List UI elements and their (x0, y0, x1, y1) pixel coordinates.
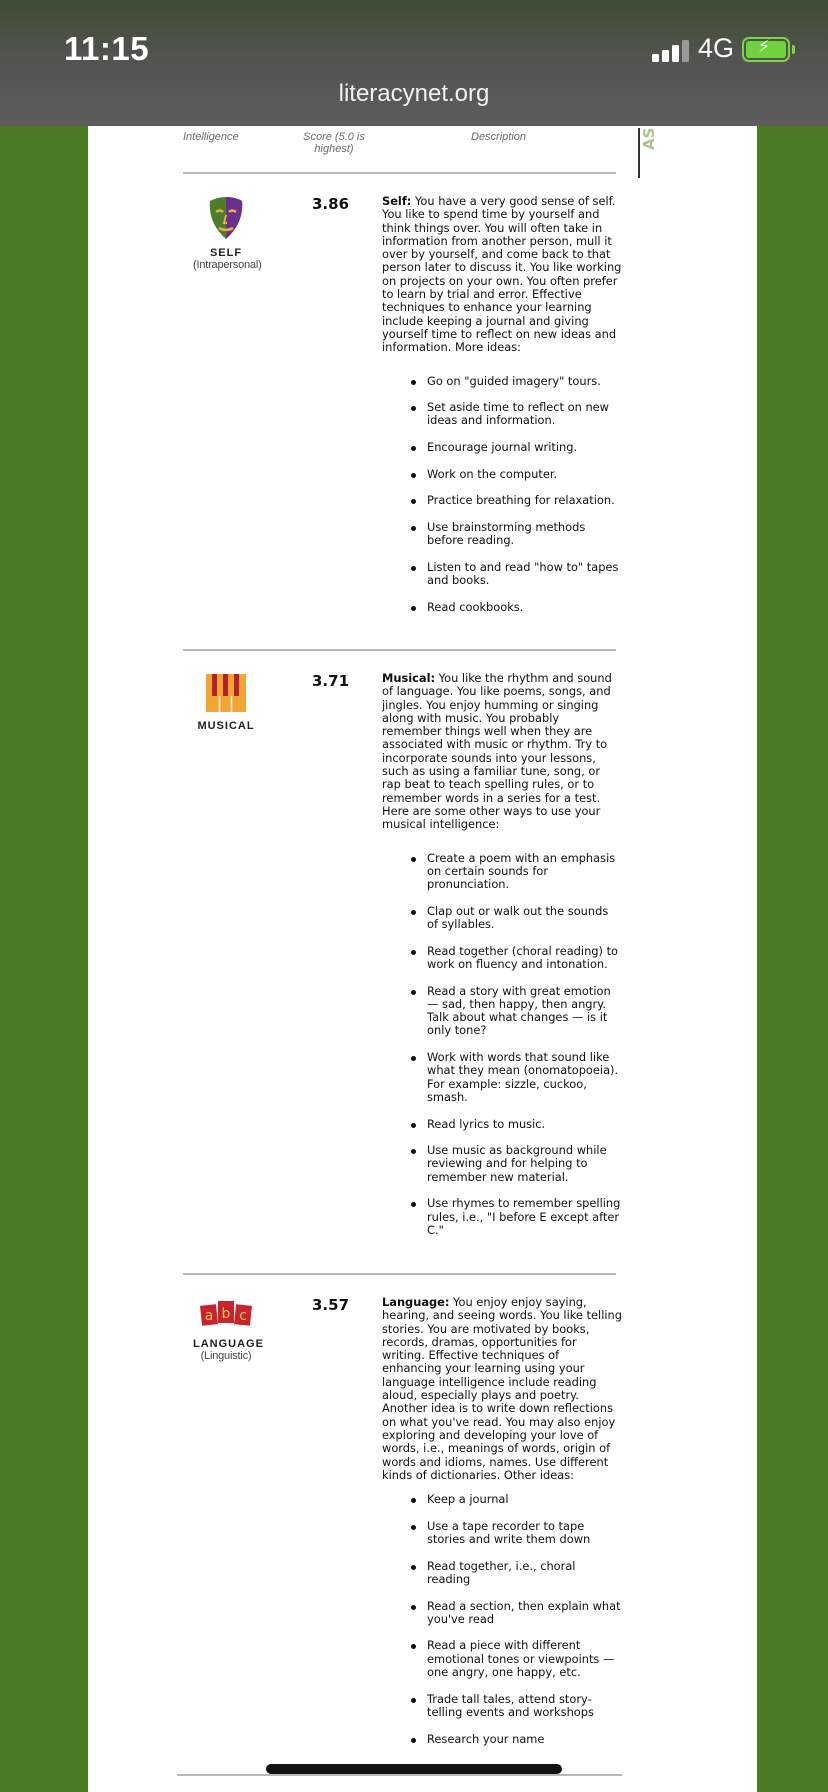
url-bar[interactable]: literacynet.org (338, 80, 490, 107)
list-item: Practice breathing for relaxation. (427, 494, 622, 507)
list-item: Read a story with great emotion — sad, then happy, then angry. Talk about what changes — is it only tone? (427, 985, 622, 1038)
description-text: You enjoy enjoy saying, hearing, and seeing words. You like telling stories. You are motivated by books, records, dramas, opportunities for writing. Effective techniques of enhancing your learning using your language intelligence include reading aloud, especially plays and poetry. Another idea is to write down reflections on what you've read. You may also enjoy exploring and developing your love of words, i.e., meanings of words, origin of words and idioms, names. Use different kinds of dictionaries. Other ideas: (382, 1295, 622, 1482)
list-item: Read lyrics to music. (427, 1118, 622, 1131)
intelligence-label: LANGUAGE (193, 1338, 264, 1350)
list-item: Use a tape recorder to tape stories and write them down (427, 1520, 622, 1547)
list-item: Trade tall tales, attend story-telling events and workshops (427, 1693, 622, 1720)
mask-icon (206, 195, 246, 241)
description-title: Language: (382, 1295, 450, 1309)
description-title: Self: (382, 194, 412, 208)
list-item: Encourage journal writing. (427, 441, 622, 454)
list-item: Go on "guided imagery" tours. (427, 375, 622, 388)
score-value: 3.86 (312, 195, 350, 213)
side-letters: AS (638, 128, 660, 178)
description (382, 195, 622, 627)
cellular-signal-icon (652, 40, 690, 62)
list-item: Use rhymes to remember spelling rules, i.e., "I before E except after C." (427, 1196, 621, 1237)
ideas-list (382, 852, 622, 1238)
ideas-list (382, 375, 622, 614)
list-item: Work with words that sound like what they mean (onomatopoeia). For example: sizzle, cuckoo, smash. (427, 1051, 622, 1104)
ideas-list (382, 1493, 622, 1746)
list-item: Keep a journal (427, 1493, 622, 1506)
list-item: Use brainstorming methods before reading. (427, 521, 622, 548)
list-item: Read a section, then explain what you've read (427, 1598, 621, 1626)
abc-blocks-icon (200, 1296, 252, 1332)
description-title: Musical: (382, 671, 436, 685)
intelligence-label: MUSICAL (197, 720, 255, 732)
browser-top-bar (0, 0, 828, 126)
list-item: Clap out or walk out the sounds of syllables. (427, 905, 622, 932)
list-item: Set aside time to reflect on new ideas and information. (427, 401, 622, 428)
score-value: 3.57 (312, 1296, 350, 1314)
list-item: Read together, i.e., choral reading (427, 1560, 622, 1587)
column-header-score: Score (5.0 is highest) (303, 131, 365, 155)
score-value: 3.71 (312, 672, 350, 690)
battery-charging-icon (742, 37, 790, 62)
column-header-description: Description (471, 131, 527, 143)
list-item: Create a poem with an emphasis on certain sounds for pronunciation. (427, 852, 622, 892)
svg-text:c: c (239, 1308, 247, 1324)
description (382, 672, 622, 1250)
list-item: Listen to and read "how to" tapes and books. (427, 561, 622, 588)
list-item: Work on the computer. (427, 468, 622, 481)
svg-text:b: b (221, 1306, 231, 1322)
list-item: Research your name (427, 1733, 622, 1746)
web-page (88, 126, 757, 1792)
self-icon-block (193, 195, 262, 271)
intelligence-sublabel: (Intrapersonal) (193, 259, 262, 271)
list-item: Read together (choral reading) to work on fluency and intonation. (427, 945, 622, 972)
list-item: Use music as background while reviewing and for helping to remember new material. (427, 1144, 622, 1184)
intelligence-label: SELF (209, 247, 243, 259)
home-indicator[interactable] (266, 1764, 562, 1774)
divider (177, 1774, 622, 1776)
list-item: Read a piece with different emotional tones or viewpoints — one angry, one happy, etc. (427, 1639, 622, 1679)
network-type: 4G (698, 33, 735, 63)
musical-icon-block (193, 672, 259, 732)
divider (183, 172, 616, 174)
svg-text:a: a (204, 1308, 214, 1324)
status-time: 11:15 (64, 30, 150, 67)
description-text: You like the rhythm and sound of language. You like poems, songs, and jingles. You enjoy humming or singing along with music. You probably remember things well when they are associated with music or rhythm. Try to incorporate sounds into your lessons, such as using a familiar tune, song, or rap beat to teach spelling rules, or to remember words in a series for a test. Here are some other ways to use your musical intelligence: (382, 671, 612, 832)
piano-keys-icon (205, 672, 247, 714)
divider (183, 1273, 616, 1275)
description (382, 1296, 622, 1759)
column-header-intelligence: Intelligence (183, 131, 239, 143)
language-icon-block (193, 1296, 264, 1362)
intelligence-sublabel: (Linguistic) (200, 1350, 252, 1362)
divider (183, 649, 616, 651)
description-text: You have a very good sense of self. You like to spend time by yourself and think things over. You will often take in information from another person, mull it over by yourself, and come back to that person later to discuss it. You like working on projects on your own. You often prefer to learn by trial and error. Effective techniques to enhance your learning include keeping a journal and giving yourself time to reflect on new ideas and information. More ideas: (382, 194, 622, 355)
list-item: Read cookbooks. (427, 601, 622, 614)
